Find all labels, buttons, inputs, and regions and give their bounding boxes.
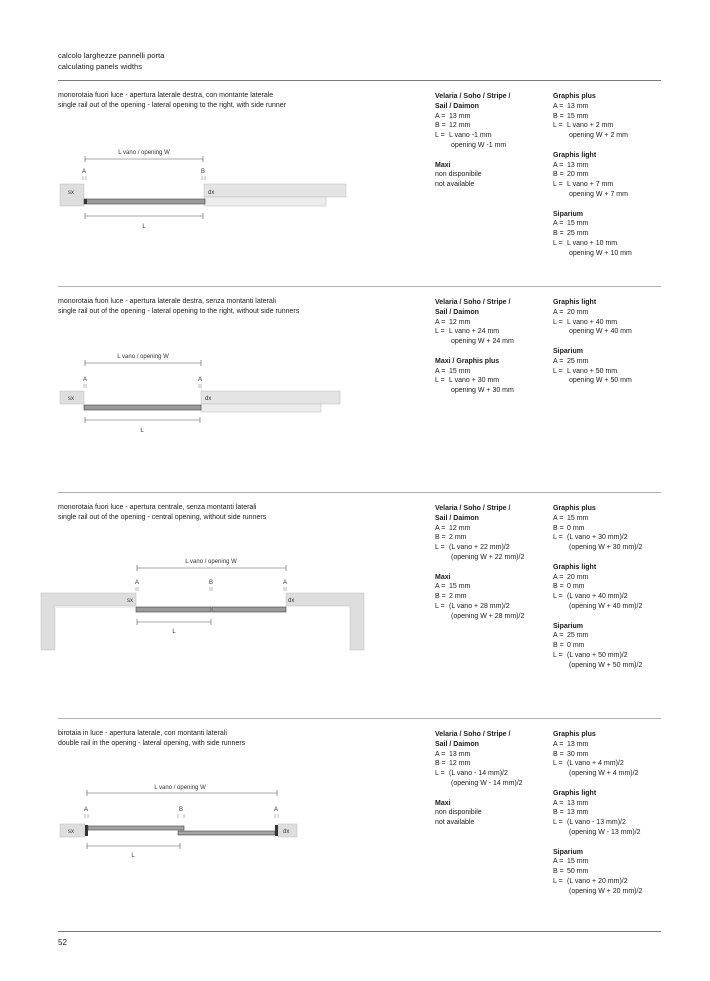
spec-value: 15 mm: [567, 858, 589, 866]
side-runner-left: [85, 825, 88, 836]
group-name: Graphis plus: [553, 731, 596, 738]
sliding-panel: [84, 405, 201, 410]
group-name: Velaria / Soho / Stripe /: [435, 505, 511, 512]
a-label: A: [82, 377, 88, 383]
spec-value: 0 mm: [567, 524, 585, 532]
sliding-panel-right: [212, 607, 286, 612]
group-name: Maxi: [435, 799, 451, 807]
spec-value: (L vano + 50 mm)/2: [567, 651, 628, 659]
spec-value: 13 mm: [567, 809, 589, 817]
group-name: Maxi: [435, 161, 451, 169]
spec-value: 25 mm: [567, 632, 589, 640]
spec-value: 12 mm: [449, 524, 471, 532]
spec-key: L =: [435, 328, 445, 336]
spec-key: A =: [553, 858, 564, 866]
spec-key: A =: [553, 514, 564, 522]
sliding-panel-left: [136, 607, 211, 612]
spec-value: (L vano + 40 mm)/2: [567, 593, 628, 601]
spec-value: 15 mm: [567, 514, 589, 522]
spec-key: A =: [553, 161, 564, 169]
sliding-panel-front: [88, 826, 184, 830]
spec-value: 20 mm: [567, 308, 589, 316]
header-title-en: calculating panels widths: [58, 61, 143, 71]
spec-key: L =: [553, 534, 563, 542]
l-label: L: [131, 853, 135, 859]
dx-label: dx: [288, 598, 295, 604]
dx-label: dx: [205, 396, 212, 402]
spec-extra: opening W + 10 mm: [569, 249, 632, 257]
spec-value: 20 mm: [567, 171, 589, 179]
spec-key: A =: [553, 740, 564, 748]
spec-extra: (opening W - 13 mm)/2: [569, 828, 641, 836]
spec-value: 15 mm: [449, 367, 471, 375]
spec-extra: opening W + 30 mm: [451, 387, 514, 395]
section-1-title-en: single rail out of the opening - lateral opening to the right, with side runner: [58, 102, 287, 109]
a-label: A: [134, 580, 140, 586]
dx-label: dx: [283, 829, 290, 835]
spec-value: 12 mm: [449, 122, 471, 130]
group-name: Graphis plus: [553, 505, 596, 512]
spec-value: 15 mm: [449, 583, 471, 591]
spec-value: 0 mm: [567, 583, 585, 591]
spec-value: 13 mm: [567, 161, 589, 169]
spec-value: 2 mm: [449, 593, 467, 601]
spec-key: A =: [553, 308, 564, 316]
section-2-title-en: single rail out of the opening - lateral opening to the right, without side runners: [58, 308, 300, 315]
spec-key: B =: [553, 171, 564, 179]
spec-extra: opening W + 7 mm: [569, 190, 628, 198]
spec-key: L =: [553, 367, 563, 375]
group-name: Graphis light: [553, 563, 597, 571]
spec-extra: (opening W + 22 mm)/2: [451, 553, 525, 561]
side-runner-right: [275, 825, 278, 836]
l-label: L: [140, 428, 144, 434]
spec-value: L vano + 2 mm: [567, 122, 614, 130]
spec-key: B =: [435, 593, 446, 601]
spec-key: B =: [553, 230, 564, 238]
spec-key: B =: [553, 642, 564, 650]
right-wall: [201, 391, 340, 404]
l-label: L: [172, 629, 176, 635]
spec-value: L vano + 50 mm: [567, 367, 618, 375]
a-label: A: [83, 807, 89, 813]
opening-width-label: L vano / opening W: [154, 785, 206, 791]
sliding-panel: [84, 199, 205, 204]
section-2-title-it: monorotaia fuori luce - apertura laterale destra, senza montanti laterali: [58, 298, 276, 305]
group-name-cont: Sail / Daimon: [435, 514, 479, 522]
spec-value: 13 mm: [449, 750, 471, 758]
section-3-title-it: monorotaia fuori luce - apertura centrale, senza montanti laterali: [58, 504, 257, 511]
spec-value: (L vano + 22 mm)/2: [449, 544, 510, 552]
spec-key: A =: [553, 357, 564, 365]
spec-value: 25 mm: [567, 230, 589, 238]
spec-key: L =: [553, 122, 563, 130]
b-label: B: [178, 807, 184, 813]
right-wall: [286, 593, 364, 650]
group-name: Velaria / Soho / Stripe /: [435, 299, 511, 306]
spec-key: B =: [435, 760, 446, 768]
spec-key: B =: [553, 112, 564, 120]
spec-key: A =: [435, 318, 446, 326]
left-wall: [41, 593, 136, 650]
section-1-title-it: monorotaia fuori luce - apertura laterale destra, con montante laterale: [58, 92, 274, 99]
spec-value: 30 mm: [567, 750, 589, 758]
group-name: Graphis light: [553, 151, 597, 159]
a-label: A: [81, 169, 87, 175]
diagram-2: [60, 354, 340, 434]
spec-value: L vano + 7 mm: [567, 181, 614, 189]
header-title-it: calcolo larghezze pannelli porta: [58, 51, 165, 60]
group-name: Siparium: [553, 347, 583, 355]
side-runner: [84, 199, 87, 204]
spec-key: A =: [553, 799, 564, 807]
spec-key: A =: [553, 573, 564, 581]
dx-label: dx: [208, 190, 215, 196]
spec-extra: (opening W + 28 mm)/2: [451, 612, 525, 620]
right-wall: [204, 184, 346, 197]
spec-key: B =: [553, 583, 564, 591]
section-4-title-it: birotaia in luce - apertura laterale, con montanti laterali: [58, 730, 227, 737]
spec-extra: (opening W + 50 mm)/2: [569, 661, 643, 669]
spec-value: 13 mm: [567, 102, 589, 110]
spec-extra: opening W + 24 mm: [451, 338, 514, 346]
spec-key: A =: [435, 112, 446, 120]
spec-extra: (opening W - 14 mm)/2: [451, 779, 523, 787]
spec-value: L vano -1 mm: [449, 132, 492, 140]
a-label: A: [282, 580, 288, 586]
spec-line: non disponibile: [435, 171, 482, 179]
spec-key: A =: [553, 632, 564, 640]
spec-value: 12 mm: [449, 318, 471, 326]
spec-key: L =: [553, 819, 563, 827]
spec-key: B =: [553, 750, 564, 758]
spec-value: 12 mm: [449, 760, 471, 768]
spec-value: (L vano - 14 mm)/2: [449, 770, 508, 778]
sx-label: sx: [68, 829, 74, 835]
group-name: Siparium: [553, 210, 583, 218]
a-label: A: [197, 377, 203, 383]
group-name-cont: Sail / Daimon: [435, 740, 479, 748]
panel-recess: [201, 404, 321, 412]
spec-key: L =: [435, 132, 445, 140]
spec-key: L =: [435, 602, 445, 610]
spec-value: (L vano + 4 mm)/2: [567, 760, 624, 768]
spec-value: L vano + 10 mm: [567, 239, 618, 247]
opening-width-label: L vano / opening W: [118, 150, 170, 156]
spec-value: 50 mm: [567, 868, 589, 876]
l-label: L: [142, 224, 146, 230]
sx-label: sx: [68, 190, 74, 196]
group-name-cont: Sail / Daimon: [435, 308, 479, 316]
spec-line: not available: [435, 819, 475, 827]
spec-value: 15 mm: [567, 220, 589, 228]
spec-key: L =: [553, 318, 563, 326]
spec-extra: opening W + 50 mm: [569, 377, 632, 385]
section-3-title-en: single rail out of the opening - central opening, without side runners: [58, 514, 267, 521]
group-name: Velaria / Soho / Stripe /: [435, 731, 511, 738]
page-number: 52: [58, 938, 67, 947]
sx-label: sx: [127, 598, 133, 604]
spec-key: B =: [553, 524, 564, 532]
spec-key: L =: [435, 544, 445, 552]
group-name: Maxi / Graphis plus: [435, 357, 500, 365]
spec-key: B =: [553, 809, 564, 817]
spec-value: 15 mm: [567, 112, 589, 120]
spec-key: A =: [553, 220, 564, 228]
opening-width-label: L vano / opening W: [117, 354, 169, 360]
spec-value: 0 mm: [567, 642, 585, 650]
spec-key: L =: [435, 377, 445, 385]
spec-key: A =: [435, 367, 446, 375]
spec-key: L =: [553, 877, 563, 885]
spec-value: (L vano + 28 mm)/2: [449, 602, 510, 610]
spec-value: L vano + 40 mm: [567, 318, 618, 326]
spec-value: L vano + 30 mm: [449, 377, 500, 385]
spec-value: L vano + 24 mm: [449, 328, 500, 336]
spec-line: not available: [435, 181, 475, 189]
spec-key: A =: [435, 583, 446, 591]
group-name: Graphis light: [553, 299, 597, 306]
spec-key: B =: [435, 534, 446, 542]
sx-label: sx: [68, 396, 74, 402]
spec-key: A =: [553, 102, 564, 110]
spec-key: L =: [553, 239, 563, 247]
spec-extra: opening W + 40 mm: [569, 328, 632, 336]
spec-key: B =: [435, 122, 446, 130]
spec-extra: (opening W + 40 mm)/2: [569, 602, 643, 610]
spec-value: 13 mm: [567, 740, 589, 748]
spec-value: 25 mm: [567, 357, 589, 365]
spec-extra: (opening W + 30 mm)/2: [569, 544, 643, 552]
opening-width-label: L vano / opening W: [185, 559, 237, 565]
spec-key: A =: [435, 524, 446, 532]
group-name: Graphis light: [553, 789, 597, 797]
spec-key: L =: [553, 760, 563, 768]
spec-key: L =: [553, 651, 563, 659]
spec-extra: (opening W + 4 mm)/2: [569, 770, 639, 778]
spec-value: 2 mm: [449, 534, 467, 542]
group-name: Siparium: [553, 622, 583, 630]
group-name: Graphis plus: [553, 93, 596, 100]
spec-extra: (opening W + 20 mm)/2: [569, 887, 643, 895]
spec-key: B =: [553, 868, 564, 876]
spec-key: L =: [553, 593, 563, 601]
diagram-3: [41, 559, 364, 650]
spec-value: (L vano + 20 mm)/2: [567, 877, 628, 885]
spec-line: non disponibile: [435, 809, 482, 817]
a-label: A: [273, 807, 279, 813]
spec-extra: opening W + 2 mm: [569, 132, 628, 140]
group-name: Velaria / Soho / Stripe /: [435, 93, 511, 100]
b-label: B: [208, 580, 214, 586]
group-name: Maxi: [435, 573, 451, 581]
spec-value: (L vano + 30 mm)/2: [567, 534, 628, 542]
spec-key: L =: [435, 770, 445, 778]
diagram-1: [60, 150, 346, 230]
spec-value: 20 mm: [567, 573, 589, 581]
spec-key: A =: [435, 750, 446, 758]
group-name-cont: Sail / Daimon: [435, 102, 479, 110]
group-name: Siparium: [553, 848, 583, 856]
sliding-panel-back: [178, 831, 275, 835]
spec-value: 13 mm: [449, 112, 471, 120]
spec-extra: opening W -1 mm: [451, 141, 507, 149]
spec-key: L =: [553, 181, 563, 189]
section-4-title-en: double rail in the opening - lateral opening, with side runners: [58, 740, 246, 747]
panel-recess: [204, 197, 326, 206]
spec-value: 13 mm: [567, 799, 589, 807]
b-label: B: [200, 169, 206, 175]
spec-value: (L vano - 13 mm)/2: [567, 819, 626, 827]
diagram-4: [60, 785, 297, 859]
